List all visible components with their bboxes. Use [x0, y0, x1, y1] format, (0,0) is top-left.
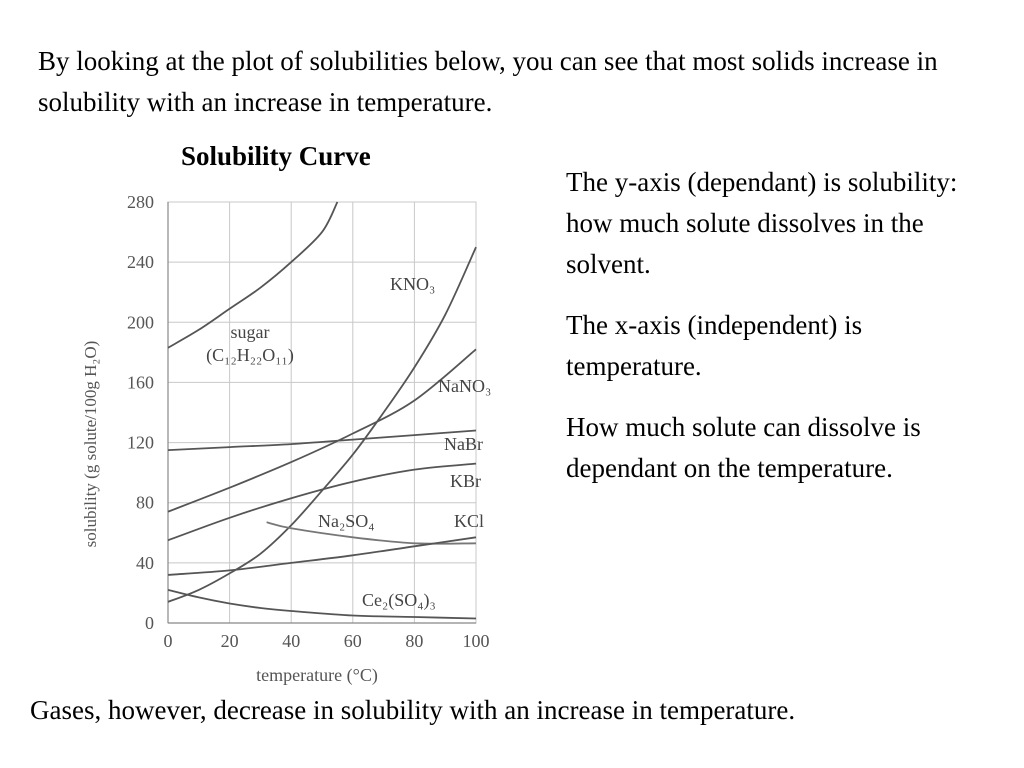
- explanation-panel: [566, 162, 986, 509]
- ce2so43-label: Ce₂(SO₄)₃: [362, 590, 436, 610]
- x-tick-label: 60: [343, 631, 362, 651]
- y-tick-label: 280: [127, 192, 154, 212]
- x-tick-label: 0: [163, 631, 173, 651]
- dependence-explanation: How much solute can dissolve is dependant on the temperature.: [566, 412, 921, 483]
- y-tick-label: 160: [127, 372, 154, 393]
- y-tick-label: 0: [145, 613, 154, 633]
- y-tick-label: 40: [136, 552, 154, 573]
- y-tick-label: 80: [136, 492, 154, 513]
- x-tick-label: 100: [462, 631, 490, 651]
- na2so4-label: Na₂SO₄: [318, 511, 375, 531]
- y-tick-label: 200: [127, 312, 154, 333]
- y-tick-label: 240: [127, 252, 154, 273]
- footer-text: Gases, however, decrease in solubility with an increase in temperature.: [30, 695, 796, 725]
- x-axis-label: temperature (°C): [256, 665, 378, 685]
- kcl-label: KCl: [454, 511, 485, 531]
- nabr-label: NaBr: [444, 434, 483, 454]
- y-axis-explanation: The y-axis (dependant) is solubility: how much solute dissolves in the solvent.: [566, 167, 958, 279]
- solubility-chart: [70, 180, 530, 690]
- y-axis-label: solubility (g solute/100g H₂O): [81, 340, 100, 548]
- x-tick-label: 20: [220, 631, 239, 651]
- y-tick-label: 120: [127, 432, 154, 453]
- x-tick-label: 40: [282, 631, 301, 651]
- sugar-label: sugar (C₁₂H₂₂O₁₁): [206, 322, 294, 365]
- kbr-label: KBr: [450, 471, 481, 491]
- chart-title: Solubility Curve: [181, 141, 371, 171]
- intro-text: By looking at the plot of solubilities below, you can see that most solids increase in solubility with an increase in temperature.: [38, 46, 938, 117]
- x-axis-explanation: The x-axis (independent) is temperature.: [566, 310, 863, 381]
- nano3-label: NaNO₃: [438, 376, 492, 396]
- kno3-label: KNO₃: [390, 274, 436, 294]
- x-tick-label: 80: [405, 631, 424, 651]
